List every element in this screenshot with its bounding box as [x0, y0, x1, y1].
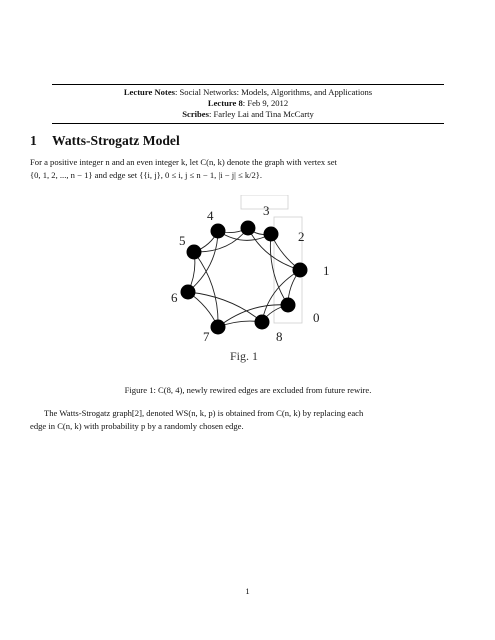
node-label-4: 4 — [207, 208, 214, 223]
section-number: 1 — [30, 133, 37, 148]
graph-nodes — [181, 221, 308, 335]
edge-skip-4 — [194, 252, 218, 327]
graph-figure — [156, 195, 346, 375]
body-paragraph — [30, 407, 466, 432]
header-line-3 — [52, 109, 444, 120]
edge-skip-3 — [188, 292, 262, 322]
node-label-8: 8 — [276, 329, 283, 344]
header-line-2 — [52, 98, 444, 109]
figure-inner-caption: Fig. 1 — [230, 349, 259, 363]
node-label-6: 6 — [171, 290, 178, 305]
graph-edges — [188, 228, 300, 327]
section-heading — [30, 133, 180, 149]
intro-line-1: For a positive integer n and an even integer k, let C(n, k) denote the graph with vertex set — [30, 157, 337, 167]
graph-node-1 — [293, 263, 308, 278]
graph-node-8 — [241, 221, 256, 236]
graph-node-0 — [264, 227, 279, 242]
header-course-title: : Social Networks: Models, Algorithms, and Applications — [174, 87, 373, 97]
header-lecture-date: : Feb 9, 2012 — [242, 98, 289, 108]
header-scribes-label: Scribes — [182, 109, 209, 119]
graph-node-4 — [211, 320, 226, 335]
node-label-0: 0 — [313, 310, 320, 325]
intro-line-2: {0, 1, 2, ..., n − 1} and edge set {{i, j}, 0 ≤ i, j ≤ n − 1, |i − j| ≤ k/2}. — [30, 169, 263, 180]
node-label-3: 3 — [263, 203, 270, 218]
graph-node-5 — [181, 285, 196, 300]
node-label-1: 1 — [323, 263, 330, 278]
graph-node-7 — [211, 224, 226, 239]
node-label-2: 2 — [298, 229, 305, 244]
header-lecture-label: Lecture 8 — [207, 98, 243, 108]
header-bottom-rule — [52, 123, 444, 124]
header-lecture-notes-label: Lecture Notes — [123, 87, 175, 97]
header-scribes-names: : Farley Lai and Tina McCarty — [208, 109, 314, 119]
section-title: Watts-Strogatz Model — [52, 133, 180, 148]
header-line-1 — [52, 87, 444, 98]
body-line-2: edge in C(n, k) with probability p by a randomly chosen edge. — [30, 420, 244, 431]
node-label-5: 5 — [179, 233, 186, 248]
node-label-7: 7 — [203, 329, 210, 344]
graph-node-2 — [281, 298, 296, 313]
intro-paragraph — [30, 156, 466, 181]
body-line-1: The Watts-Strogatz graph[2], denoted WS(n, k, p) is obtained from C(n, k) by replacing each — [44, 408, 364, 418]
graph-node-3 — [255, 315, 270, 330]
page-number: 1 — [245, 586, 250, 596]
figure-caption: Figure 1: C(8, 4), newly rewired edges are excluded from future rewire. — [124, 385, 372, 395]
edge-skip-5 — [188, 231, 218, 292]
graph-node-6 — [187, 245, 202, 260]
header-top-rule — [52, 84, 444, 85]
edge-skip-1 — [262, 270, 300, 322]
